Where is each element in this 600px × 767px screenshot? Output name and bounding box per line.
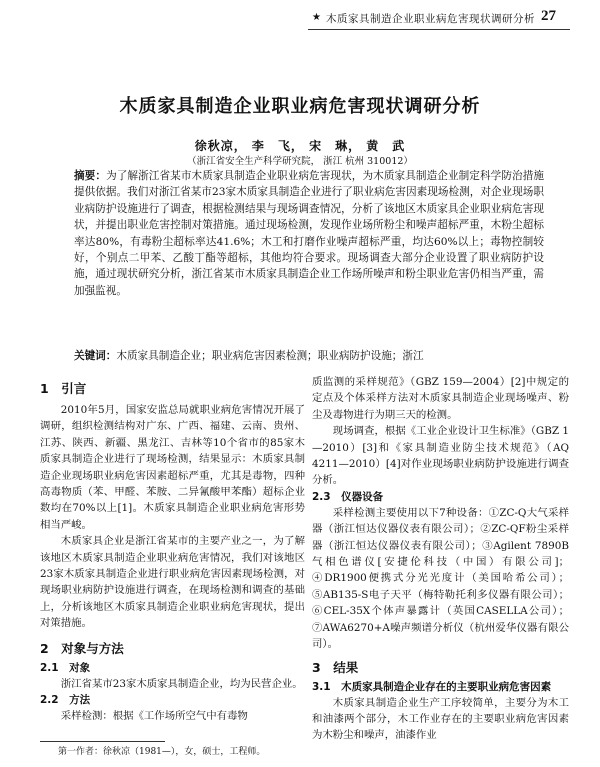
instruments-paragraph: 采样检测主要使用以下7种设备：①ZC-Q大气采样器（浙江恒达仪器仪表有限公司）；②ZC-QF粉尘采样器（浙江恒达仪器仪表有限公司）；③Agilent 7890B气相色谱仪[安捷伦科技（中国）有限公司]；④DR1900便携式分光光度计（美国哈希公司）；⑤AB135-S电子天平（梅特勒托利多仪器有限公司）；⑥CEL-35X个体声暴露计（英国CASELLA公司）；⑦AWA6270+A噪声频谱分析仪（杭州爱华仪器有限公司）。 xyxy=(312,506,569,651)
abstract-label: 摘要： xyxy=(74,170,107,182)
subsection-number: 2.3 xyxy=(312,490,331,503)
survey-paragraph: 现场调查，根据《工业企业设计卫生标准》（GBZ 1—2010）[3]和《家具制造业防尘技术规范》（AQ 4211—2010）[4]对作业现场职业病防护设施进行调查分析。 xyxy=(312,425,569,487)
subsection-title: 方法 xyxy=(69,694,91,707)
right-column xyxy=(312,372,569,744)
star-icon: ★ xyxy=(312,12,321,23)
left-column xyxy=(40,372,305,725)
subsection-title: 木质家具制造企业存在的主要职业病危害因素 xyxy=(341,680,552,693)
abstract-text: 为了解浙江省某市木质家具制造企业职业病危害现状，为木质家具制造企业制定科学防治措施提供依据。我们对浙江省某市23家木质家具制造企业进行了职业病危害因素现场检测，对企业现场职业病防护设施进行了调查，根据检测结果与现场调查情况，分析了该地区木质家具企业职业病危害现状，并提出职业危害控制对策措施。通过现场检测，发现作业场所粉尘和噪声超标严重，木粉尘超标率达80%，有毒粉尘超标率达41.6%；木工和打磨作业噪声超标严重，均达60%以上；毒物控制较好，个别点二甲苯、乙酸丁酯等超标，其他均符合要求。现场调查大部分企业设置了职业病防护设施，通过现状研究分析，浙江省某市木质家具制造企业工作场所噪声和粉尘职业危害仍相当严重，需加强监视。 xyxy=(74,170,545,297)
author-list: 徐秋凉， 李 飞， 宋 琳， 黄 武 xyxy=(194,139,406,153)
keywords-label: 关键词： xyxy=(74,350,117,362)
abstract xyxy=(74,168,544,299)
subsection-title: 仪器设备 xyxy=(341,490,384,503)
subjects-paragraph: 浙江省某市23家木质家具制造企业，均为民营企业。 xyxy=(60,677,303,690)
running-header xyxy=(0,8,600,28)
subsection-number: 2.1 xyxy=(40,661,59,674)
subsection-number: 3.1 xyxy=(312,680,331,693)
footnote-rule xyxy=(40,741,165,742)
hazards-paragraph: 木质家具制造企业生产工序较简单，主要分为木工和油漆两个部分，木工作业存在的主要职业病危害因素为木粉尘和噪声，油漆作业 xyxy=(312,696,569,742)
running-title: 木质家具制造企业职业病危害现状调研分析 xyxy=(326,13,535,25)
header-rule xyxy=(308,29,570,30)
section-heading-introduction: 1 引言 xyxy=(40,381,87,396)
subsection-title: 对象 xyxy=(69,661,91,674)
paper-title: 木质家具制造企业职业病危害现状调研分析 xyxy=(119,96,481,117)
subsection-heading-subjects xyxy=(40,660,305,676)
keywords-text: 木质家具制造企业；职业病危害因素检测；职业病防护设施；浙江 xyxy=(116,350,424,362)
intro-paragraph-1: 2010年5月，国家安监总局就职业病危害情况开展了调研，组织检测结构对广东、广西、福建、云南、贵州、江苏、陕西、新疆、黑龙江、吉林等10个省市的85家木质家具制造企业进行了现场检测，结果显示：木质家具制造企业现场职业病危害因素超标严重，尤其是毒物，四种高毒物质（苯、甲醛、苯胺、二异氰酸甲苯酯）超标企业数均在70%以上[1]。木质家具制造企业职业病危害形势相当严峻。 xyxy=(40,404,305,531)
affiliation: （浙江省安全生产科学研究院， 浙江 杭州 310012） xyxy=(187,156,413,167)
methods-paragraph: 采样检测：根据《工作场所空气中有毒物 xyxy=(60,710,248,723)
subsection-heading-methods xyxy=(40,692,305,708)
section-heading-methods: 2 对象与方法 xyxy=(40,640,124,656)
sampling-paragraph-continued: 质监测的采样规范》（GBZ 159—2004）[2]中规定的定点及个体采样方法对木质家具制造企业现场噪声、粉尘及毒物进行为期三天的检测。 xyxy=(312,376,569,421)
subsection-heading-hazards xyxy=(312,679,569,695)
subsection-number: 2.2 xyxy=(40,694,59,707)
page-number: 27 xyxy=(541,8,556,24)
section-heading-results: 3 结果 xyxy=(312,659,359,675)
subsection-heading-instruments xyxy=(312,489,569,505)
keywords xyxy=(74,348,544,364)
author-footnote: 第一作者：徐秋凉（1981—），女，硕士，工程师。 xyxy=(58,747,266,757)
intro-paragraph-2: 木质家具企业是浙江省某市的主要产业之一，为了解该地区木质家具制造企业职业病危害情况，我们对该地区23家木质家具制造企业进行职业病危害因素现场检测，对现场职业病防护设施进行调查，在现场检测和调查的基础上，分析该地区木质家具制造企业职业病危害现状，提出对策措施。 xyxy=(40,535,305,630)
